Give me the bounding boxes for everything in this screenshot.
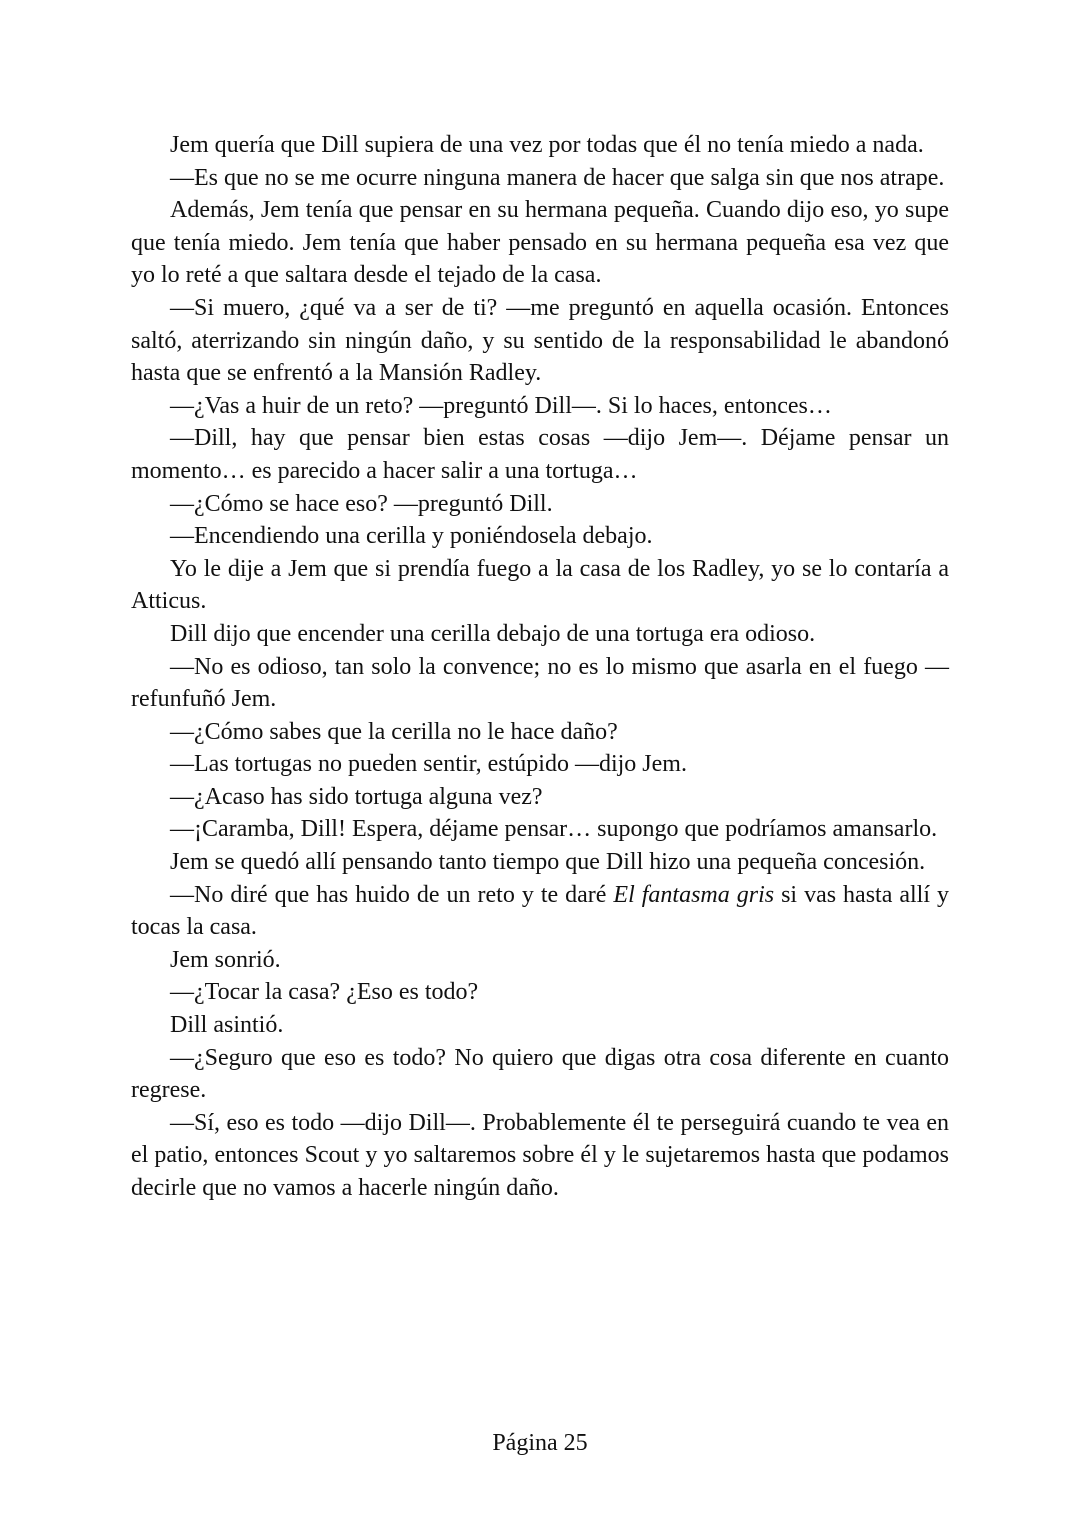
paragraph: —Las tortugas no pueden sentir, estúpido —dijo Jem. <box>170 751 687 778</box>
paragraph: —¿Tocar la casa? ¿Eso es todo? <box>170 979 479 1006</box>
paragraph: —No es odioso, tan solo la convence; no es lo mismo que asarla en el fuego —refunfuñó Jem. <box>131 653 949 713</box>
paragraph: Jem se quedó allí pensando tanto tiempo que Dill hizo una pequeña concesión. <box>170 849 926 876</box>
paragraph: Además, Jem tenía que pensar en su hermana pequeña. Cuando dijo eso, yo supe que tenía miedo. Jem tenía que haber pensado en su hermana pequeña esa vez que yo lo reté a que saltara desde el tejado de la casa. <box>131 197 949 289</box>
paragraph: —Encendiendo una cerilla y poniéndosela debajo. <box>170 523 653 550</box>
paragraph: —Sí, eso es todo —dijo Dill—. Probablemente él te perseguirá cuando te vea en el patio, entonces Scout y yo saltaremos sobre él y le sujetaremos hasta que podamos decirle que no vamos a hacerle ningún daño. <box>131 1109 949 1201</box>
paragraph: —¿Acaso has sido tortuga alguna vez? <box>170 783 543 810</box>
paragraph: —Dill, hay que pensar bien estas cosas —dijo Jem—. Déjame pensar un momento… es parecido a hacer salir a una tortuga… <box>131 425 949 484</box>
page-body <box>131 129 949 1205</box>
page-number: Página 25 <box>492 1430 588 1456</box>
dare-paragraph <box>131 879 949 944</box>
paragraph: Jem sonrió. <box>170 946 281 973</box>
paragraph: —¡Caramba, Dill! Espera, déjame pensar… supongo que podríamos amansarlo. <box>170 816 938 843</box>
book-title: El fantasma gris <box>613 881 775 908</box>
paragraph: —¿Cómo sabes que la cerilla no le hace daño? <box>170 718 618 745</box>
paragraph: Jem quería que Dill supiera de una vez por todas que él no tenía miedo a nada. <box>170 132 924 158</box>
dare-text-before: —No diré que has huido de un reto y te daré <box>170 881 614 908</box>
paragraph: Dill dijo que encender una cerilla debajo de una tortuga era odioso. <box>170 620 816 647</box>
dare-text-after: si vas hasta allí y tocas la casa. <box>131 881 950 941</box>
paragraph: Dill asintió. <box>170 1012 284 1039</box>
paragraph: —¿Vas a huir de un reto? —preguntó Dill—. Si lo haces, entonces… <box>170 392 832 419</box>
paragraph: —Es que no se me ocurre ninguna manera de hacer que salga sin que nos atrape. <box>170 164 945 191</box>
paragraph: —Si muero, ¿qué va a ser de ti? —me preguntó en aquella ocasión. Entonces saltó, aterrizando sin ningún daño, y su sentido de la responsabilidad le abandonó hasta que se enfrentó a la Mansión Radley. <box>131 294 949 387</box>
paragraph: Yo le dije a Jem que si prendía fuego a la casa de los Radley, yo se lo contaría a Atticus. <box>131 555 949 615</box>
paragraph: —¿Cómo se hace eso? —preguntó Dill. <box>170 490 553 517</box>
paragraph: —¿Seguro que eso es todo? No quiero que digas otra cosa diferente en cuanto regrese. <box>131 1044 949 1104</box>
